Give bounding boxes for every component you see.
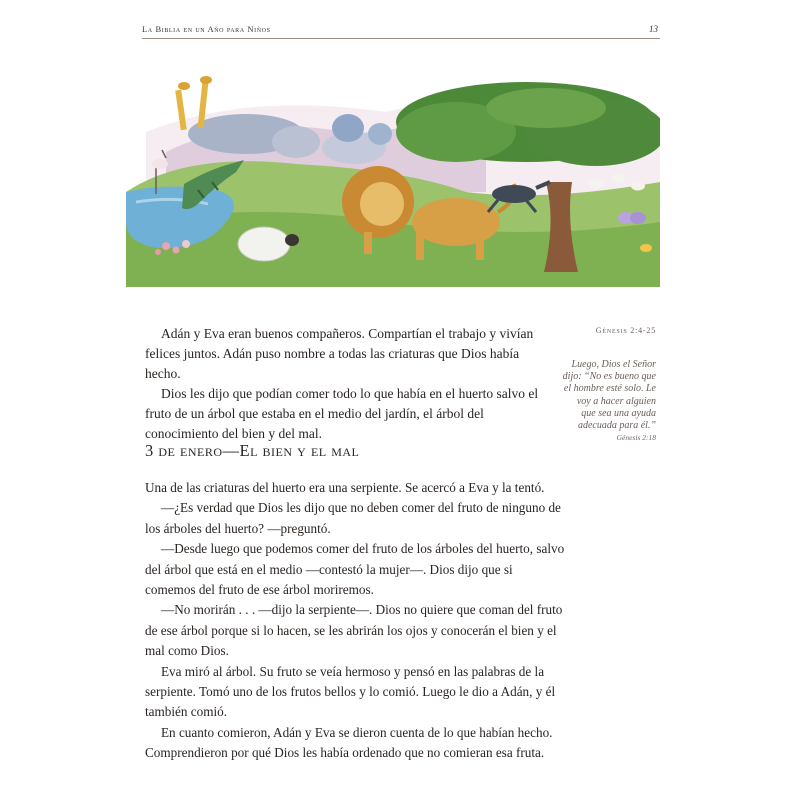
sidebar-quote: Luego, Dios el Señor dijo: “No es bueno que el hombre esté solo. Le voy a hacer alguien que sea una ayuda adecuada para él.” (562, 359, 656, 432)
story-paragraph: En cuanto comieron, Adán y Eva se dieron cuenta de lo que habían hecho. Comprendieron por qué Dios les había ordenado que no comieran esa fruta. (145, 724, 553, 761)
intro-paragraph: Dios les dijo que podían comer todo lo que había en el huerto salvo el fruto de un árbol que estaba en el medio del jardín, el árbol del conocimiento del bien y del mal. (145, 386, 539, 441)
story-paragraph: —No morirán . . . —dijo la serpiente—. Dios no quiere que coman del fruto de ese árbol porque si lo hacen, se les abrirán los ojos y conocerán el bien y el mal como Dios. (145, 602, 563, 659)
running-head: La Biblia en un Año para Niños (142, 24, 271, 34)
page-number: 13 (649, 24, 658, 34)
story-paragraph: Una de las criaturas del huerto era una serpiente. Se acercó a Eva y la tentó. (145, 480, 545, 495)
story-paragraph: —Desde luego que podemos comer del fruto de los árboles del huerto, salvo del árbol que está en el medio —contestó la mujer—. Dios dijo que si comemos del fruto de ese árbol moriremos. (145, 541, 565, 598)
story-text (145, 478, 565, 764)
section-heading: 3 de enero—El bien y el mal (145, 441, 360, 460)
page-header (142, 24, 660, 39)
intro-text (145, 324, 555, 444)
story-paragraph: —¿Es verdad que Dios les dijo que no deben comer del fruto de ninguno de los árboles del huerto? —preguntó. (145, 500, 561, 536)
garden-illustration (126, 72, 660, 287)
quote-citation: Génesis 2:18 (616, 433, 656, 443)
intro-paragraph: Adán y Eva eran buenos compañeros. Compartían el trabajo y vivían felices juntos. Adán puso nombre a todas las criaturas que Dios había hecho. (145, 326, 534, 381)
scripture-reference: Génesis 2:4-25 (595, 326, 656, 335)
sidebar-note (560, 326, 656, 442)
story-paragraph: Eva miró al árbol. Su fruto se veía hermoso y pensó en las palabras de la serpiente. Tomó uno de los frutos bellos y lo comió. Luego le dio a Adán, y él también comió. (145, 663, 556, 720)
